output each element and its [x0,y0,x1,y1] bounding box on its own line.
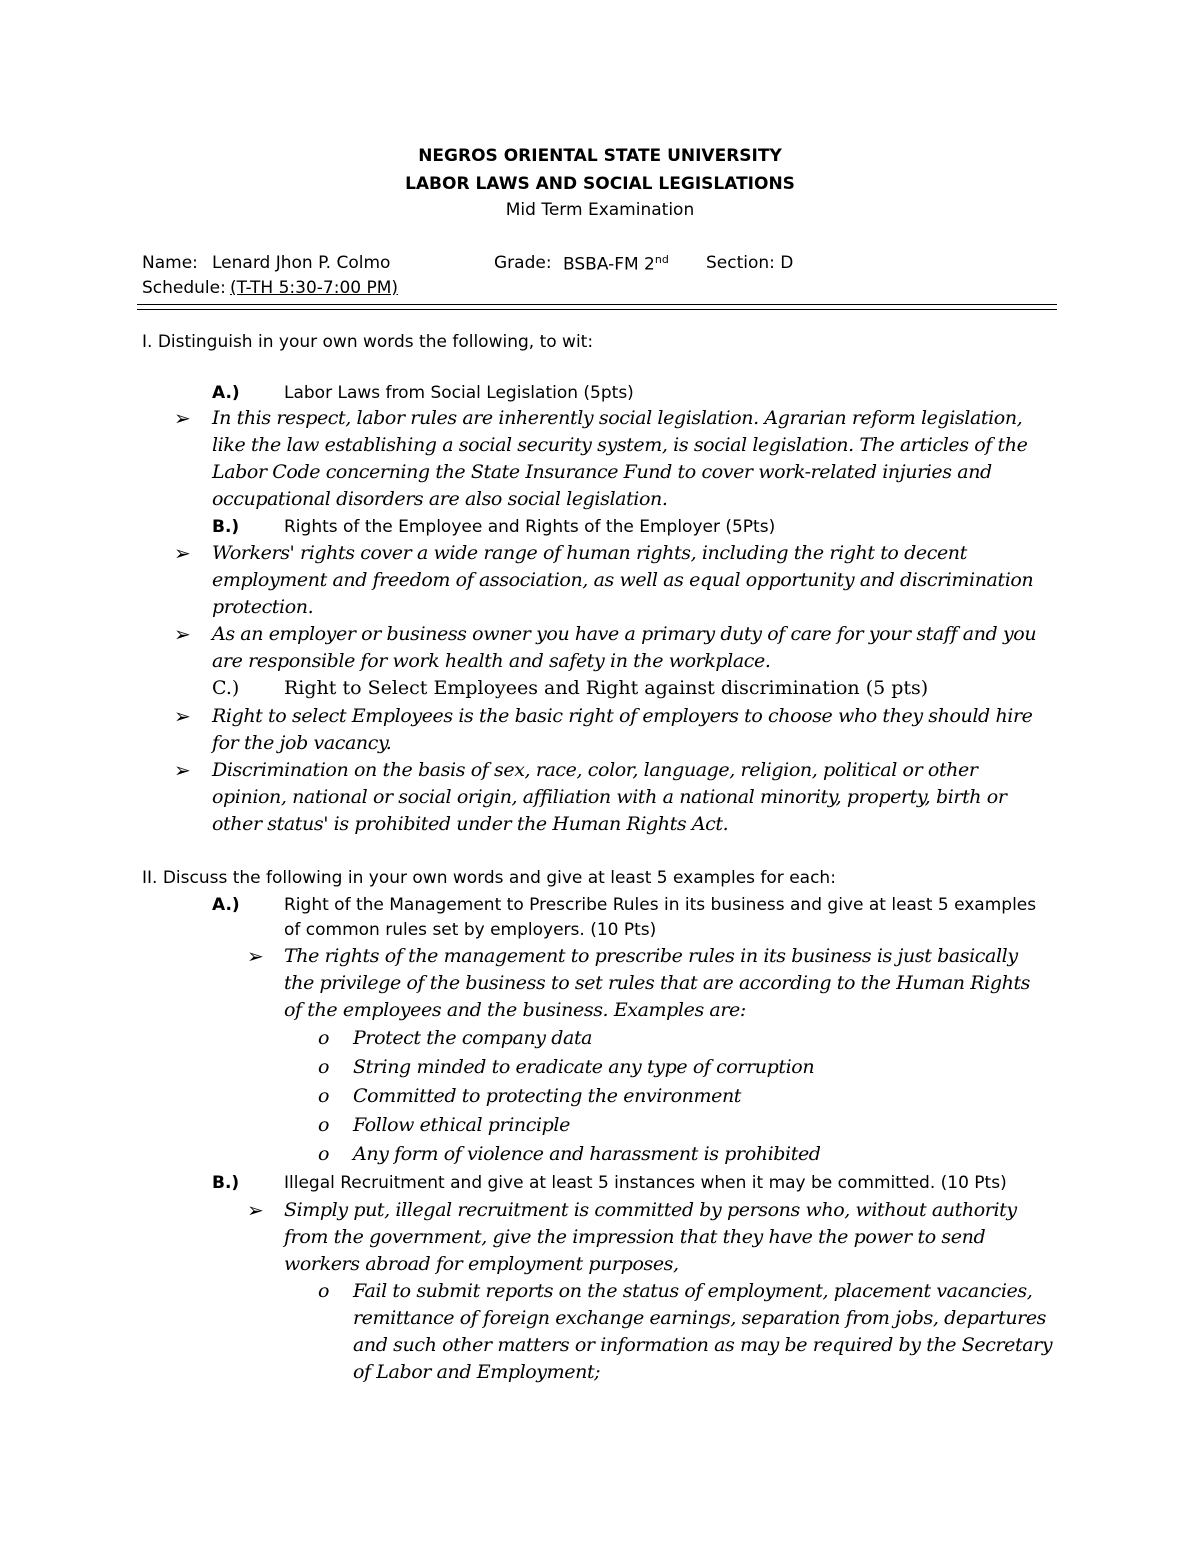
part1-heading: I. Distinguish in your own words the following, to wit: [142,332,594,352]
part2-a-answer-line: The rights of the management to prescribe rules in its business is just basically [284,945,1018,967]
course-title: LABOR LAWS AND SOCIAL LEGISLATIONS [405,174,795,194]
circle-bullet: o [318,1114,330,1136]
circle-bullet: o [318,1143,330,1165]
part1-a-answer-line: Labor Code concerning the State Insurance Fund to cover work-related injuries and [212,461,992,483]
part1-a-answer-line: occupational disorders are also social legislation. [212,488,668,510]
part1-c-answer2-line: opinion, national or social origin, affiliation with a national minority, property, birth or [212,786,1007,808]
part2-a-example: Any form of violence and harassment is prohibited [353,1143,821,1165]
circle-bullet: o [318,1056,330,1078]
part1-c-title: Right to Select Employees and Right against discrimination (5 pts) [284,677,929,699]
section-value: Section: D [706,253,794,273]
part2-b-letter: B.) [212,1173,240,1193]
part2-b-sub-line: remittance of foreign exchange earnings, separation from jobs, departures [353,1307,1047,1329]
part2-a-example: Follow ethical principle [353,1114,570,1136]
part2-a-title-line: of common rules set by employers. (10 Pts) [284,920,657,940]
part1-c-answer2-line: Discrimination on the basis of sex, race, color, language, religion, political or other [212,759,978,781]
circle-bullet: o [318,1280,330,1302]
arrow-bullet: ➢ [247,944,264,968]
grade-value: BSBA-FM 2nd [563,253,669,275]
part1-a-answer-line: In this respect, labor rules are inherently social legislation. Agrarian reform legislation, [212,407,1023,429]
part2-a-example: String minded to eradicate any type of corruption [353,1056,815,1078]
schedule-value: (T-TH 5:30-7:00 PM) [230,278,399,298]
exam-title: Mid Term Examination [505,200,695,220]
part2-b-answer-line: workers abroad for employment purposes, [284,1253,679,1275]
part1-b-answer2-line: are responsible for work health and safety in the workplace. [212,650,771,672]
part1-c-answer2-line: other status' is prohibited under the Human Rights Act. [212,813,729,835]
grade-label: Grade: [494,253,552,273]
part2-b-sub-line: of Labor and Employment; [353,1361,601,1383]
circle-bullet: o [318,1027,330,1049]
part1-a-answer-line: like the law establishing a social security system, is social legislation. The articles of the [212,434,1028,456]
part2-a-example: Protect the company data [353,1027,593,1049]
university-title: NEGROS ORIENTAL STATE UNIVERSITY [418,146,782,166]
part2-b-sub-line: and such other matters or information as may be required by the Secretary [353,1334,1053,1356]
arrow-bullet: ➢ [174,406,191,430]
part2-b-answer-line: Simply put, illegal recruitment is committed by persons who, without authority [284,1199,1017,1221]
part2-a-answer-line: the privilege of the business to set rules that are according to the Human Rights [284,972,1031,994]
name-value: Lenard Jhon P. Colmo [212,253,391,273]
circle-bullet: o [318,1085,330,1107]
arrow-bullet: ➢ [174,704,191,728]
part1-b-title: Rights of the Employee and Rights of the Employer (5Pts) [284,517,776,537]
header-divider-bottom [137,309,1057,310]
part2-b-sub-line: Fail to submit reports on the status of employment, placement vacancies, [353,1280,1033,1302]
part1-b-letter: B.) [212,517,240,537]
header-divider-top [137,304,1057,305]
part1-c-answer1-line: Right to select Employees is the basic right of employers to choose who they should hire [212,705,1033,727]
arrow-bullet: ➢ [174,622,191,646]
part2-b-title: Illegal Recruitment and give at least 5 instances when it may be committed. (10 Pts) [284,1173,1007,1193]
part1-c-letter: C.) [212,677,240,699]
schedule-label: Schedule: [142,278,226,298]
part1-b-answer1-line: employment and freedom of association, as well as equal opportunity and discrimination [212,569,1034,591]
part2-a-letter: A.) [212,895,240,915]
part1-c-answer1-line: for the job vacancy. [212,732,392,754]
part2-a-example: Committed to protecting the environment [353,1085,742,1107]
part1-b-answer2-line: As an employer or business owner you have a primary duty of care for your staff and you [212,623,1037,645]
part2-a-title-line: Right of the Management to Prescribe Rules in its business and give at least 5 examples [284,895,1037,915]
part1-a-letter: A.) [212,383,240,403]
part2-a-answer-line: of the employees and the business. Examples are: [284,999,746,1021]
part1-b-answer1-line: protection. [212,596,314,618]
part2-heading: II. Discuss the following in your own words and give at least 5 examples for each: [142,868,836,888]
part1-b-answer1-line: Workers' rights cover a wide range of human rights, including the right to decent [212,542,967,564]
part1-a-title: Labor Laws from Social Legislation (5pts) [284,383,634,403]
name-label: Name: [142,253,198,273]
arrow-bullet: ➢ [174,541,191,565]
arrow-bullet: ➢ [247,1198,264,1222]
arrow-bullet: ➢ [174,758,191,782]
part2-b-answer-line: from the government, give the impression that they have the power to send [284,1226,986,1248]
